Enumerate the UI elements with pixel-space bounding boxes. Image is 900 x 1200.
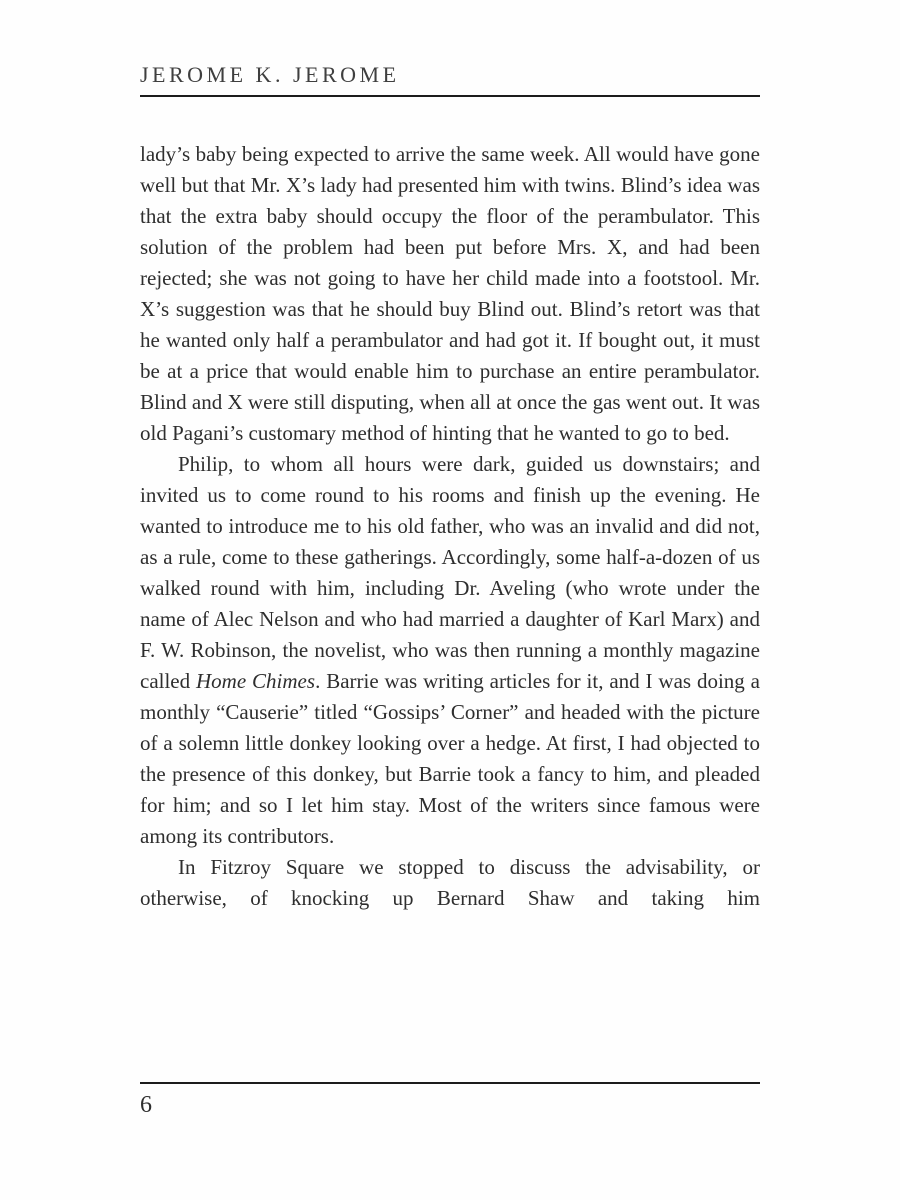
magazine-title-italic: Home Chimes [196,669,316,693]
footer-rule [140,1082,760,1084]
running-header [140,62,760,97]
header-rule [140,95,760,97]
running-header-title: JEROME K. JEROME [140,62,400,87]
paragraph-2 [140,449,760,852]
page-number: 6 [140,1092,152,1118]
paragraph-2-text: Philip, to whom all hours were dark, guided us downstairs; and invited us to come round to his rooms and finish up the evening. He wanted to introduce me to his old father, who was an invalid and did not, as a rule, come to these gatherings. Accordingly, some half-a-dozen of us walked round with him, including Dr. Aveling (who wrote under the name of Alec Nelson and who had married a daughter of Karl Marx) and F. W. Robinson, the novelist, who was then running a monthly magazine called [140,452,760,693]
paragraph-3: In Fitzroy Square we stopped to discuss the advisability, or otherwise, of knocking up Bernard Shaw and taking him [140,855,760,910]
paragraph-2-continued: . Barrie was writing articles for it, and I was doing a monthly “Causerie” titled “Gossips’ Corner” and headed with the picture of a solemn little donkey looking over a hedge. At first, I had objected to the presence of this donkey, but Barrie took a fancy to him, and pleaded for him; and so I let him stay. Most of the writers since famous were among its contributors. [140,669,760,848]
paragraph-1: lady’s baby being expected to arrive the same week. All would have gone well but that Mr. X’s lady had presented him with twins. Blind’s idea was that the extra baby should occupy the floor of the perambulator. This solution of the problem had been put before Mrs. X, and had been rejected; she was not going to have her child made into a footstool. Mr. X’s suggestion was that he should buy Blind out. Blind’s retort was that he wanted only half a perambulator and had got it. If bought out, it must be at a price that would enable him to purchase an entire perambulator. Blind and X were still disputing, when all at once the gas went out. It was old Pagani’s customary method of hinting that he wanted to go to bed. [140,142,760,445]
page-body [140,139,760,914]
page-footer [140,1082,760,1119]
